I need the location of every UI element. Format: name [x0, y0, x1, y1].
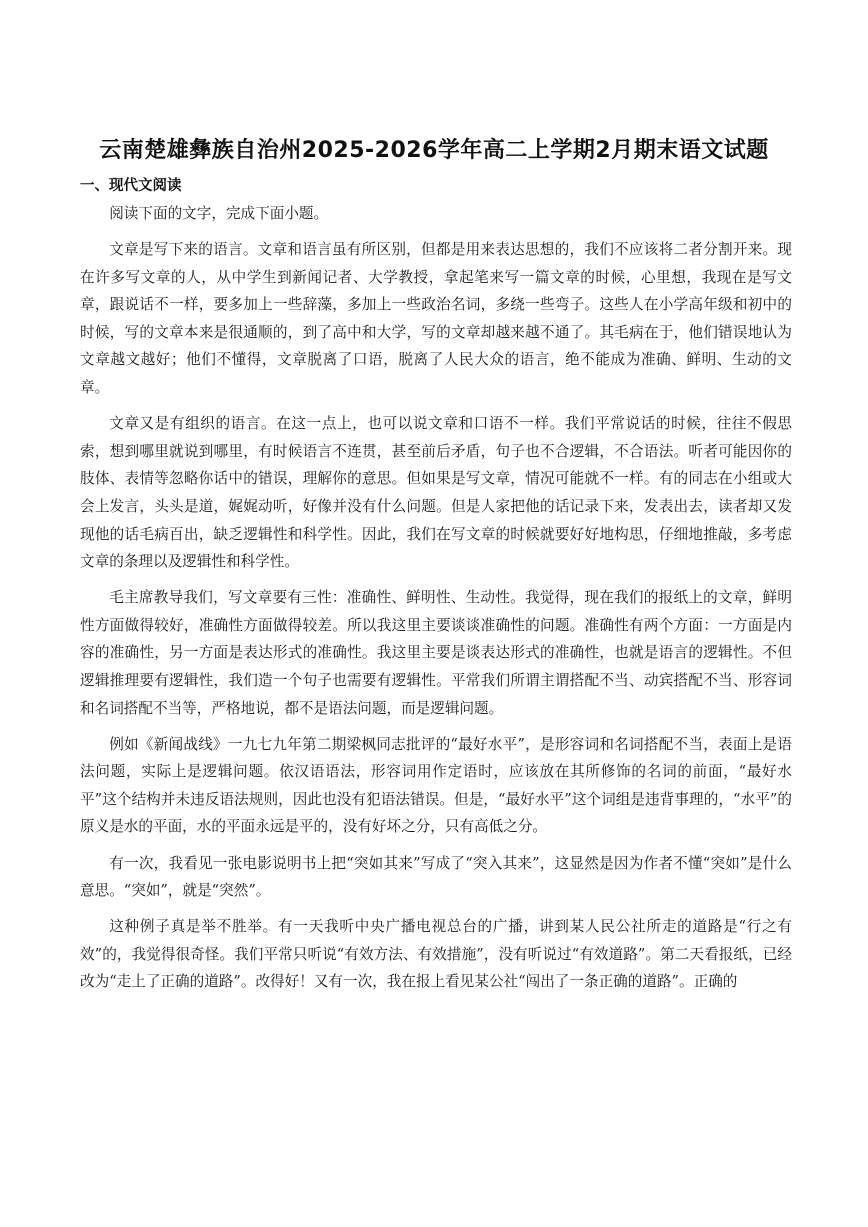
reading-passage — [80, 200, 792, 996]
passage-paragraph-4: 例如《新闻战线》一九七九年第二期梁枫同志批评的“最好水平”，是形容词和名词搭配不当，表面上是语法问题，实际上是逻辑问题。依汉语语法，形容词用作定语时，应该放在其所修饰的名词的前面，“最好水平”这个结构并未违反语法规则，因此也没有犯语法错误。但是，“最好水平”这个词组是违背事理的，“水平”的原义是水的平面，水的平面永远是平的，没有好坏之分，只有高低之分。 — [80, 735, 792, 836]
document-title: 云南楚雄彝族自治州2025-2026学年高二上学期2月期末语文试题 — [99, 138, 769, 163]
passage-paragraph-5: 有一次，我看见一张电影说明书上把“突如其来”写成了“突入其来”，这显然是因为作者不懂“突如”是什么意思。“突如”，就是“突然”。 — [80, 854, 792, 900]
instruction-text: 阅读下面的文字，完成下面小题。 — [109, 205, 329, 222]
passage-paragraph-6: 这种例子真是举不胜举。有一天我听中央广播电视总台的广播，讲到某人民公社所走的道路是“行之有效”的，我觉得很奇怪。我们平常只听说“有效方法、有效措施”，没有听说过“有效道路”。第二天看报纸，已经改为“走上了正确的道路”。改得好！又有一次，我在报上看见某公社“闯出了一条正确的道路”。正确的 — [80, 918, 792, 991]
passage-paragraph-1: 文章是写下来的语言。文章和语言虽有所区别，但都是用来表达思想的，我们不应该将二者分割开来。现在许多写文章的人，从中学生到新闻记者、大学教授，拿起笔来写一篇文章的时候，心里想，我现在是写文章，跟说话不一样，要多加上一些辞藻，多加上一些政治名词，多绕一些弯子。这些人在小学高年级和初中的时候，写的文章本来是很通顺的，到了高中和大学，写的文章却越来越不通了。其毛病在于，他们错误地认为文章越文越好；他们不懂得，文章脱离了口语，脱离了人民大众的语言，绝不能成为准确、鲜明、生动的文章。 — [80, 241, 792, 397]
section-heading: 一、现代文阅读 — [80, 178, 182, 194]
passage-paragraph-3: 毛主席教导我们，写文章要有三性：准确性、鲜明性、生动性。我觉得，现在我们的报纸上的文章，鲜明性方面做得较好，准确性方面做得较差。所以我这里主要谈谈准确性的问题。准确性有两个方面：一方面是内容的准确性，另一方面是表达形式的准确性。我这里主要是谈表达形式的准确性，也就是语言的逻辑性。不但逻辑推理要有逻辑性，我们造一个句子也需要有逻辑性。平常我们所谓主谓搭配不当、动宾搭配不当、形容词和名词搭配不当等，严格地说，都不是语法问题，而是逻辑问题。 — [80, 589, 792, 717]
passage-paragraph-2: 文章又是有组织的语言。在这一点上，也可以说文章和口语不一样。我们平常说话的时候，往往不假思索，想到哪里就说到哪里，有时候语言不连贯，甚至前后矛盾，句子也不合逻辑，不合语法。听者可能因你的肢体、表情等忽略你话中的错误，理解你的意思。但如果是写文章，情况可能就不一样。有的同志在小组或大会上发言，头头是道，娓娓动听，好像并没有什么问题。但是人家把他的话记录下来，发表出去，读者却又发现他的话毛病百出，缺乏逻辑性和科学性。因此，我们在写文章的时候就要好好地构思，仔细地推敲，多考虑文章的条理以及逻辑性和科学性。 — [80, 415, 792, 571]
